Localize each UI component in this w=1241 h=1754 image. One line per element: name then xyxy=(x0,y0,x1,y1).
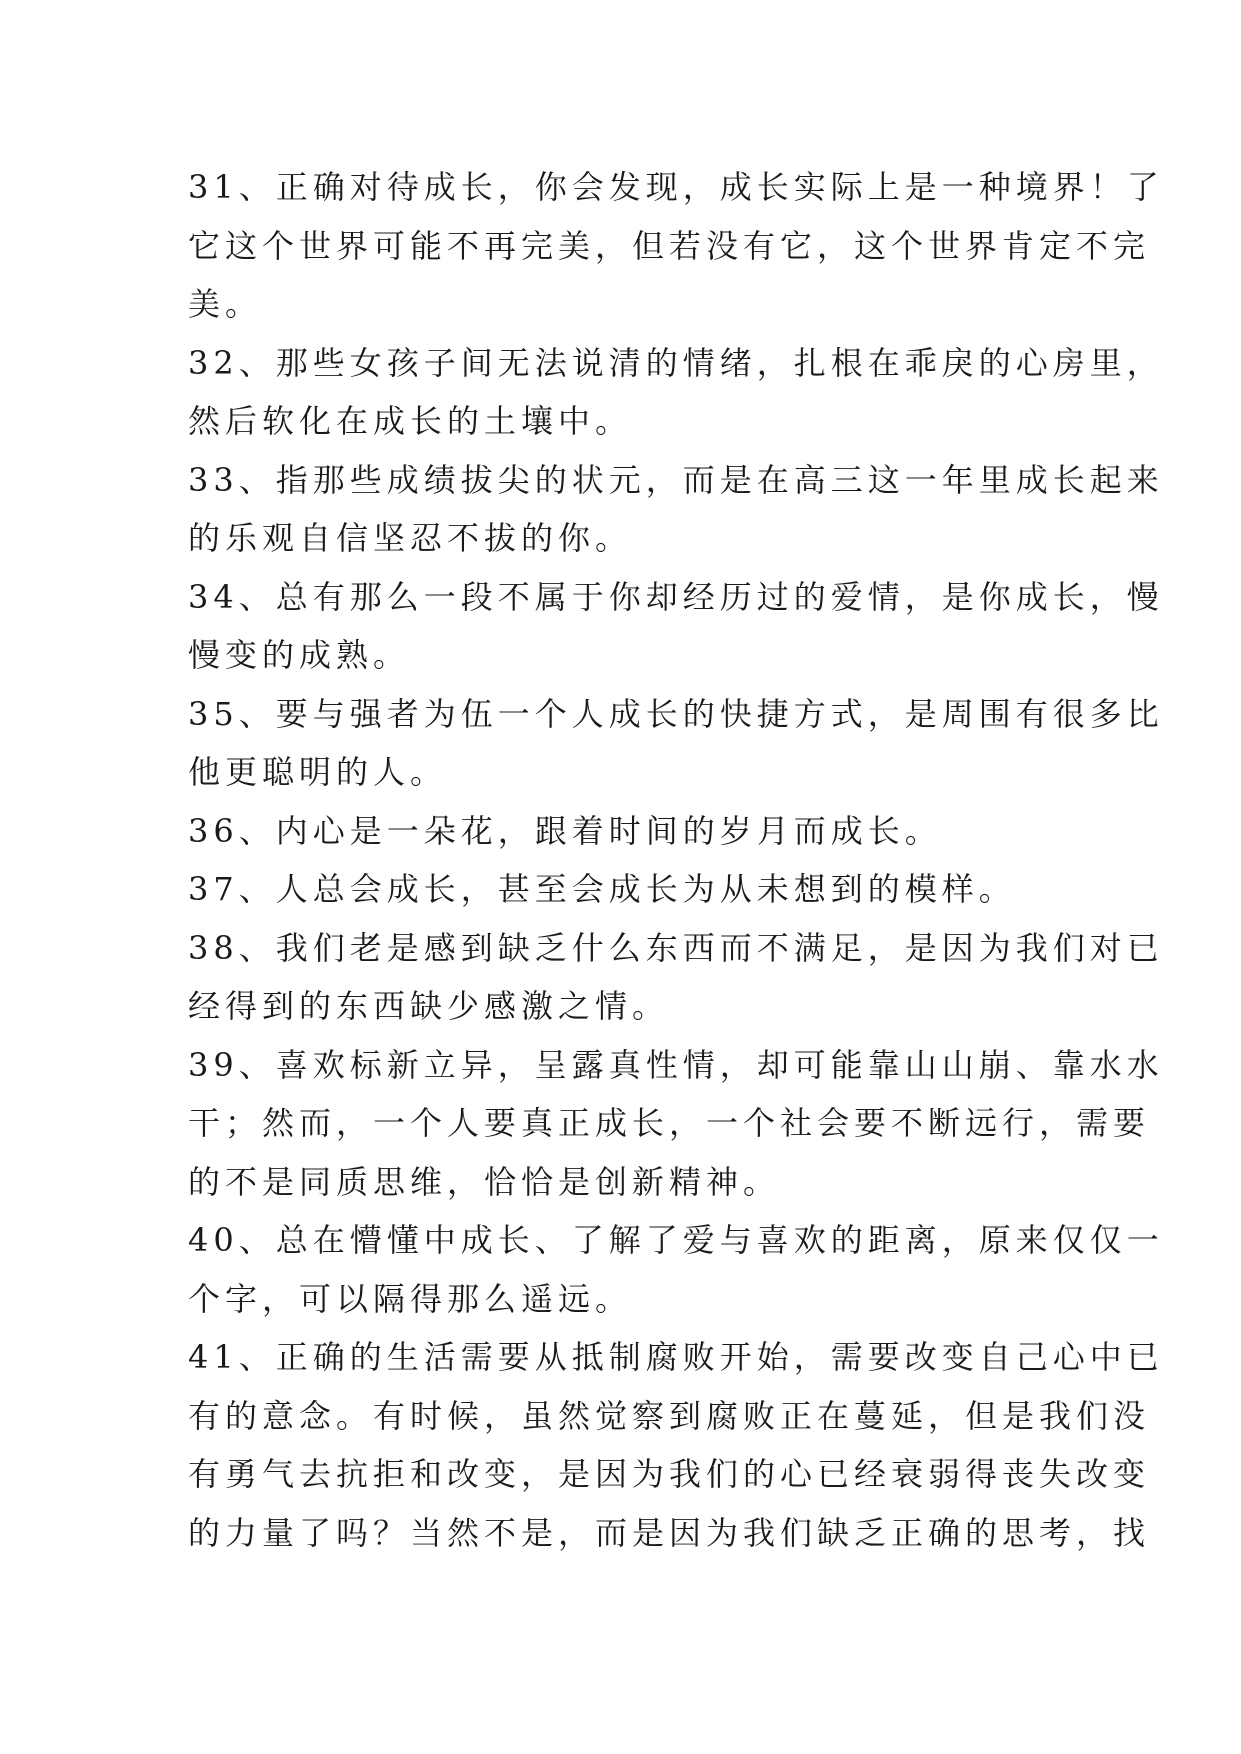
paragraph-37 xyxy=(188,860,1068,919)
text-line: 美。 xyxy=(188,285,263,323)
text-line: 39、喜欢标新立异，呈露真性情，却可能靠山山崩、靠水水 xyxy=(188,1045,1164,1084)
text-line: 有勇气去抗拒和改变，是因为我们的心已经衰弱得丧失改变 xyxy=(188,1455,1151,1493)
paragraph-39 xyxy=(188,1036,1164,1212)
text-line: 34、总有那么一段不属于你却经历过的爱情，是你成长，慢 xyxy=(188,577,1164,616)
text-line: 他更聪明的人。 xyxy=(188,753,448,791)
text-line: 41、正确的生活需要从抵制腐败开始，需要改变自己心中已 xyxy=(188,1338,1164,1376)
document-body xyxy=(188,158,1164,1562)
text-line: 干；然而，一个人要真正成长，一个社会要不断远行，需要 xyxy=(188,1104,1151,1142)
text-line: 37、人总会成长，甚至会成长为从未想到的模样。 xyxy=(188,870,1016,908)
text-line: 33、指那些成绩拔尖的状元，而是在高三这一年里成长起来 xyxy=(188,460,1164,499)
text-line: 35、要与强者为伍一个人成长的快捷方式，是周围有很多比 xyxy=(188,694,1164,733)
text-line: 32、那些女孩子间无法说清的情绪，扎根在乖戾的心房里， xyxy=(188,343,1164,382)
text-line: 慢变的成熟。 xyxy=(188,636,411,674)
text-line: 有的意念。有时候，虽然觉察到腐败正在蔓延，但是我们没 xyxy=(188,1396,1151,1435)
text-line: 38、我们老是感到缺乏什么东西而不满足，是因为我们对已 xyxy=(188,928,1164,967)
text-line: 经得到的东西缺少感激之情。 xyxy=(188,987,670,1025)
text-line: 个字，可以隔得那么遥远。 xyxy=(188,1279,633,1318)
paragraph-31 xyxy=(188,158,1164,334)
paragraph-35 xyxy=(188,685,1164,802)
text-line: 31、正确对待成长，你会发现，成长实际上是一种境界！了 xyxy=(188,168,1164,206)
paragraph-40 xyxy=(188,1211,1164,1328)
paragraph-36 xyxy=(188,802,1068,861)
text-line: 的力量了吗？当然不是，而是因为我们缺乏正确的思考，找 xyxy=(188,1513,1151,1552)
paragraph-38 xyxy=(188,919,1164,1036)
paragraph-41 xyxy=(188,1328,1164,1562)
text-line: 然后软化在成长的土壤中。 xyxy=(188,402,633,440)
text-line: 的乐观自信坚忍不拔的你。 xyxy=(188,519,633,557)
text-line: 的不是同质思维，恰恰是创新精神。 xyxy=(188,1162,781,1201)
paragraph-32 xyxy=(188,334,1164,451)
text-line: 它这个世界可能不再完美，但若没有它，这个世界肯定不完 xyxy=(188,226,1151,265)
text-line: 40、总在懵懂中成长、了解了爱与喜欢的距离，原来仅仅一 xyxy=(188,1221,1164,1259)
text-line: 36、内心是一朵花，跟着时间的岁月而成长。 xyxy=(188,811,942,850)
paragraph-33 xyxy=(188,451,1164,568)
paragraph-34 xyxy=(188,568,1164,685)
